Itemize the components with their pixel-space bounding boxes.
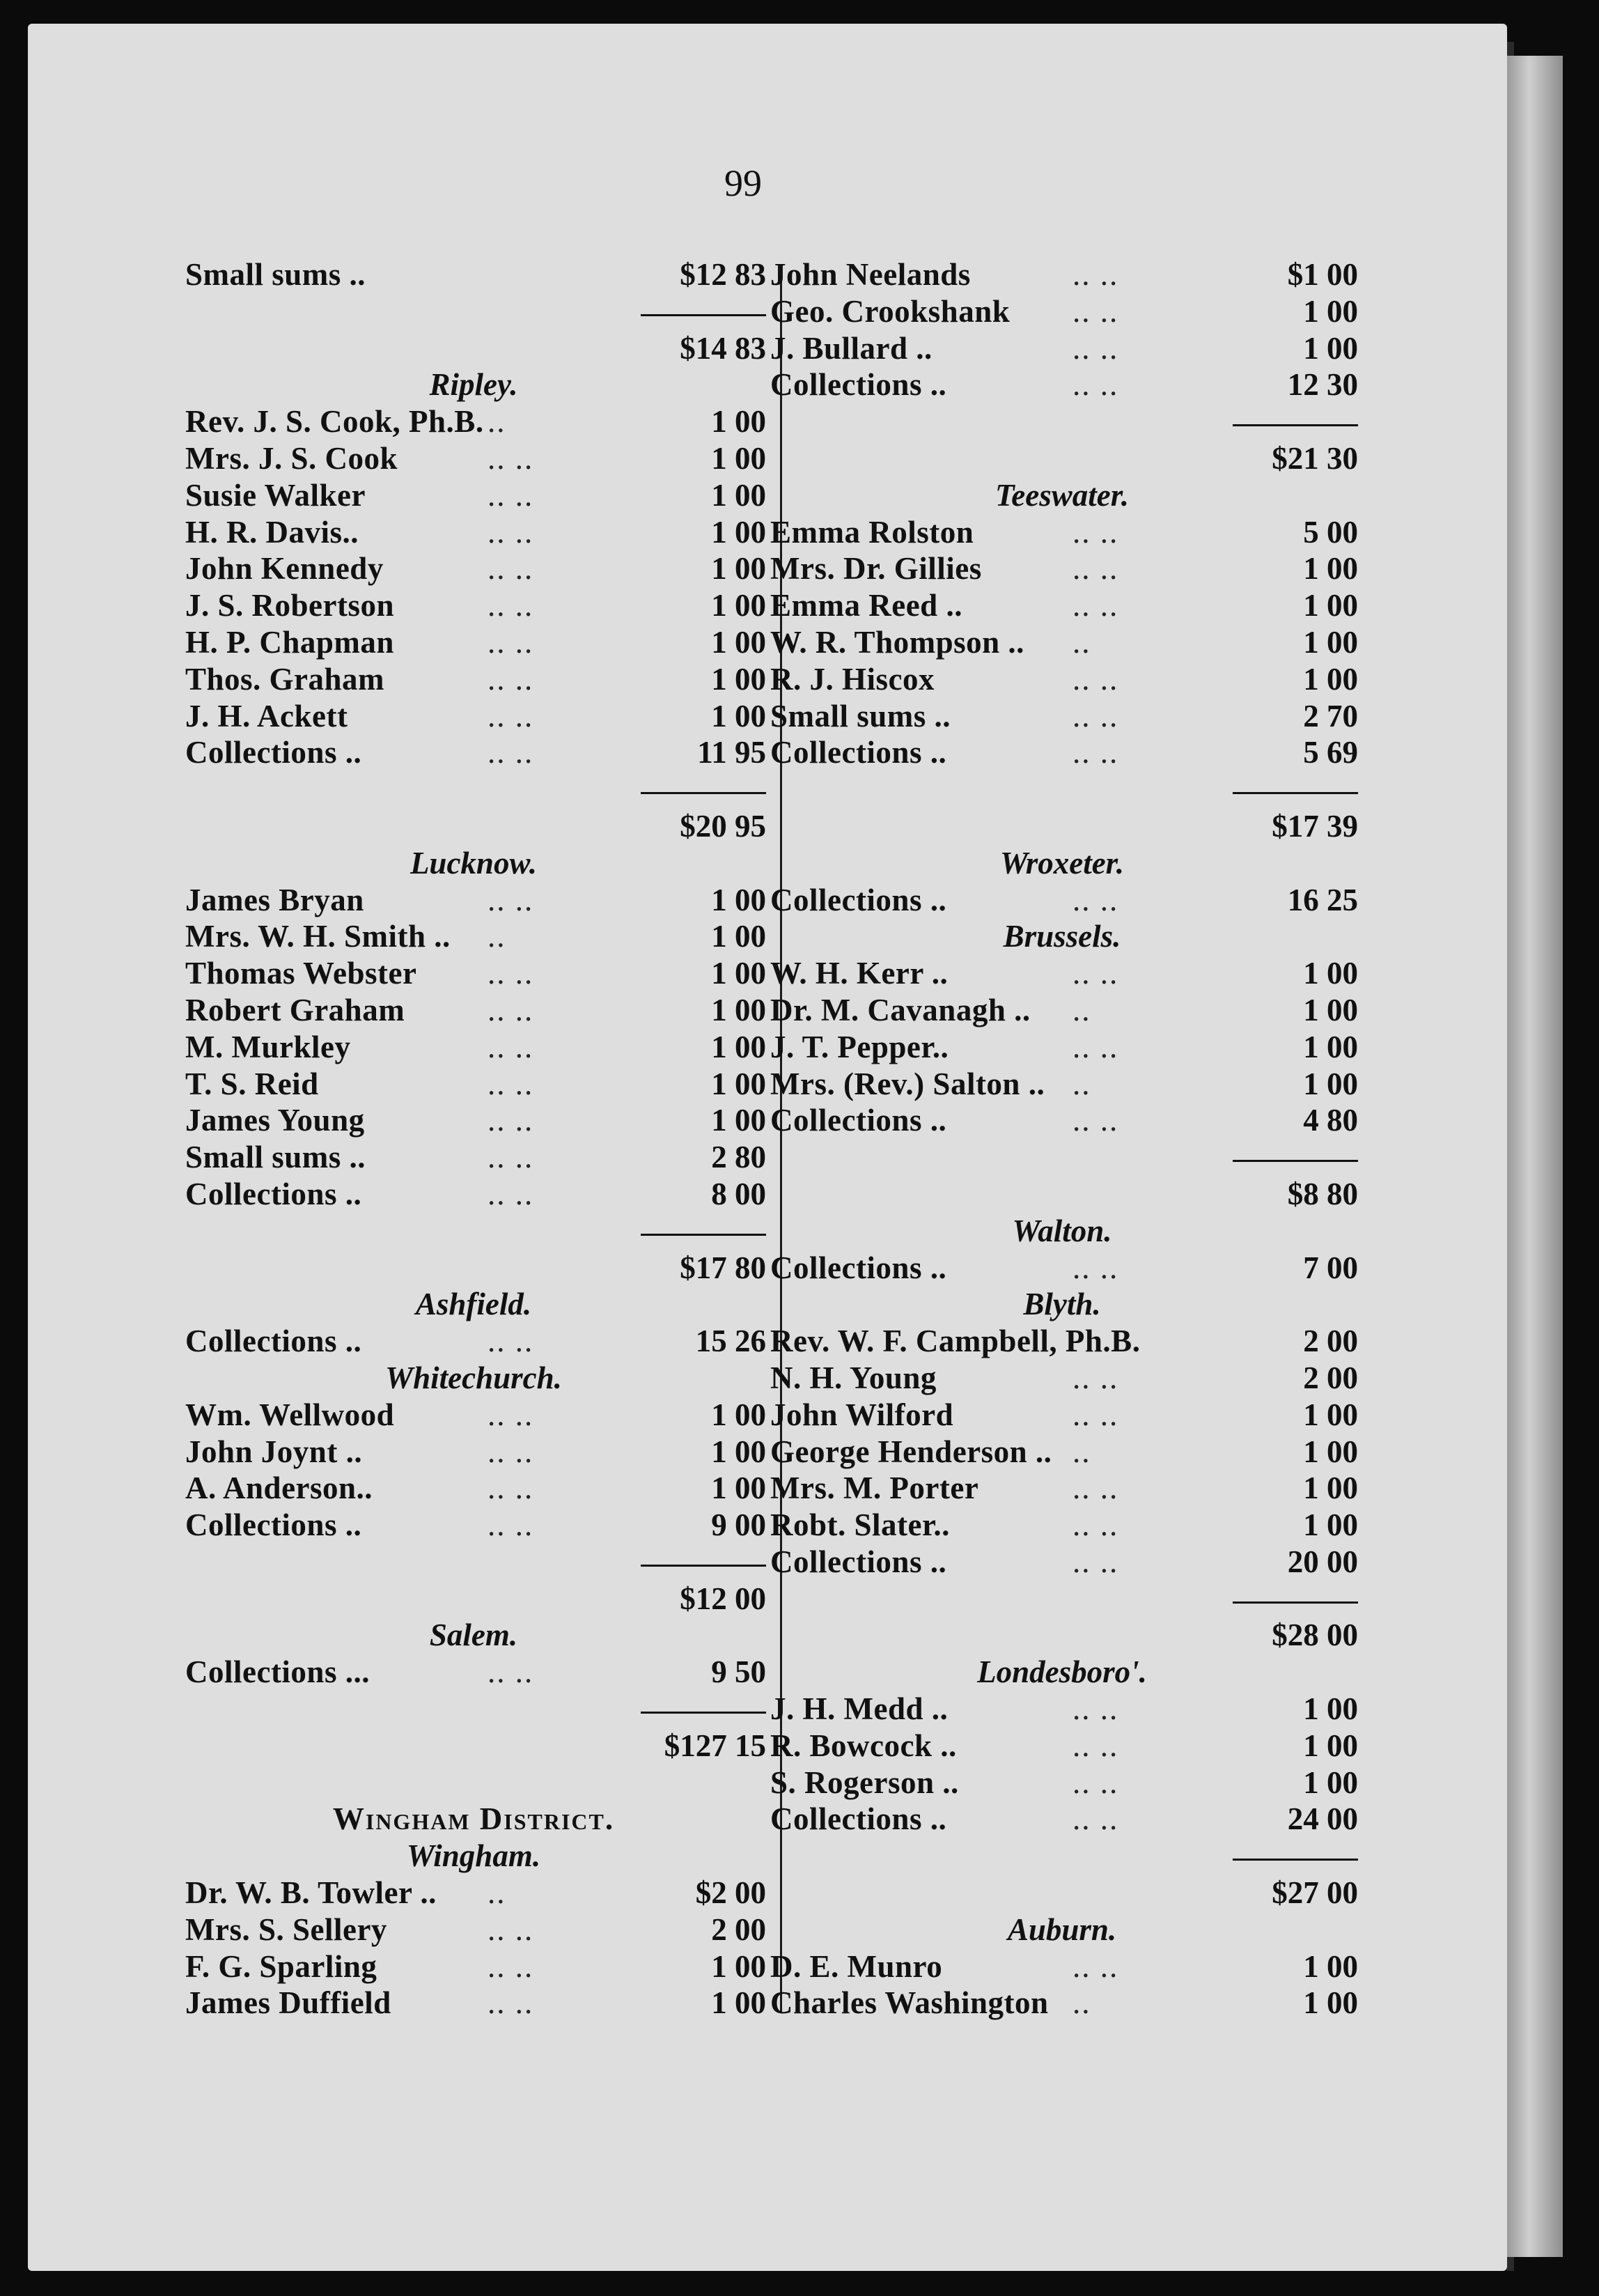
entry-name: John Wilford	[770, 1397, 954, 1432]
entry-name: John Joynt ..	[185, 1434, 363, 1469]
leader-dots: .. ..	[488, 551, 534, 587]
entry-amount: 5 69	[1303, 735, 1358, 770]
leader-dots: .. ..	[488, 1471, 534, 1506]
leader-dots: .. ..	[488, 1140, 534, 1175]
entry-amount: 1 00	[1303, 1434, 1358, 1469]
entry-amount: 1 00	[711, 1397, 766, 1432]
entry-name: Susie Walker	[185, 477, 366, 513]
entry-amount: 1 00	[1303, 992, 1358, 1027]
page-edge	[1507, 56, 1563, 2257]
entry-row	[766, 366, 1358, 403]
leader-dots: .. ..	[1072, 293, 1119, 329]
entry-amount: 1 00	[1303, 1507, 1358, 1543]
entry-row	[766, 734, 1358, 771]
leader-dots: .. ..	[1072, 661, 1119, 697]
entry-name: Wm. Wellwood	[185, 1397, 395, 1432]
leader-dots: .. ..	[1072, 257, 1119, 292]
section-heading: Wingham.	[406, 1838, 541, 1874]
entry-amount: 1 00	[1303, 1985, 1358, 2021]
entry-name: H. P. Chapman	[185, 624, 394, 660]
entry-row	[181, 1139, 766, 1176]
entry-amount: 1 00	[1303, 293, 1358, 329]
total-rule	[766, 771, 1358, 808]
entry-amount: 1 00	[711, 698, 766, 734]
leader-dots: .. ..	[1072, 735, 1119, 770]
entry-row	[181, 734, 766, 771]
entry-amount: 15 26	[695, 1324, 766, 1359]
total-amount: $28 00	[1272, 1618, 1358, 1653]
total-rule	[766, 403, 1358, 440]
leader-dots: .. ..	[488, 588, 534, 623]
total-rule	[181, 1691, 766, 1728]
total-amount: $127 15	[664, 1728, 766, 1763]
entry-row	[181, 256, 766, 293]
entry-name: J. Bullard ..	[770, 330, 933, 366]
entry-row	[181, 955, 766, 992]
leader-dots: .. ..	[488, 1103, 534, 1138]
entry-row	[766, 698, 1358, 735]
entry-name: M. Murkley	[185, 1029, 351, 1064]
entry-amount: 1 00	[711, 1434, 766, 1469]
entry-name: J. H. Medd ..	[770, 1691, 949, 1727]
entry-name: J. H. Ackett	[185, 698, 348, 734]
entry-row	[181, 918, 766, 955]
entry-amount: 1 00	[1303, 551, 1358, 587]
entry-row	[766, 1544, 1358, 1581]
total-rule	[181, 293, 766, 330]
entry-row	[766, 1691, 1358, 1728]
entry-amount: 1 00	[1303, 624, 1358, 660]
entry-row	[181, 1507, 766, 1544]
entry-name: John Neelands	[770, 257, 971, 292]
leader-dots: .. ..	[488, 1948, 534, 1984]
entry-row	[766, 1360, 1358, 1397]
entry-row	[181, 1434, 766, 1471]
entry-amount: 1 00	[1303, 588, 1358, 623]
leader-dots: ..	[488, 404, 506, 440]
total-rule	[766, 1581, 1358, 1618]
leader-dots: .. ..	[1072, 1691, 1119, 1727]
total-amount: $12 00	[680, 1581, 766, 1616]
leader-dots: .. ..	[488, 477, 534, 513]
entry-amount: 1 00	[711, 882, 766, 917]
entry-row	[181, 1654, 766, 1691]
entry-row	[766, 624, 1358, 661]
leader-dots: .. ..	[488, 1654, 534, 1690]
entry-row	[181, 698, 766, 735]
entry-name: Geo. Crookshank	[770, 293, 1011, 329]
entry-row	[181, 624, 766, 661]
leader-dots: .. ..	[1072, 588, 1119, 623]
leader-dots: .. ..	[1072, 1360, 1119, 1395]
entry-name: Mrs. (Rev.) Salton ..	[770, 1066, 1045, 1101]
entry-name: Collections ..	[770, 1250, 947, 1285]
entry-name: Dr. M. Cavanagh ..	[770, 992, 1031, 1027]
leader-dots: ..	[1072, 1985, 1091, 2021]
leader-dots: .. ..	[1072, 1728, 1119, 1763]
entry-amount: 1 00	[711, 1103, 766, 1138]
entry-name: Thomas Webster	[185, 956, 417, 991]
leader-dots: .. ..	[1072, 1397, 1119, 1432]
entry-row	[766, 1985, 1358, 2022]
entry-amount: 1 00	[711, 1066, 766, 1101]
entry-row	[766, 1948, 1358, 1985]
entry-name: Mrs. Dr. Gillies	[770, 551, 982, 587]
entry-name: John Kennedy	[185, 551, 384, 587]
entry-row	[766, 293, 1358, 330]
entry-row	[766, 1250, 1358, 1287]
total-rule	[766, 1838, 1358, 1875]
section-heading: Auburn.	[1007, 1911, 1117, 1947]
total-row	[181, 330, 766, 367]
leader-dots: .. ..	[488, 698, 534, 734]
entry-amount: 9 00	[711, 1507, 766, 1543]
entry-amount: 1 00	[1303, 1948, 1358, 1984]
leader-dots: ..	[1072, 1066, 1091, 1101]
entry-name: James Young	[185, 1103, 365, 1138]
entry-amount: 9 50	[711, 1654, 766, 1690]
entry-name: Charles Washington	[770, 1985, 1049, 2021]
total-amount: $27 00	[1272, 1875, 1358, 1911]
spacer	[181, 1764, 766, 1801]
entry-amount: 1 00	[711, 1948, 766, 1984]
leader-dots: .. ..	[1072, 1948, 1119, 1984]
leader-dots: ..	[488, 1875, 506, 1911]
entry-amount: 1 00	[1303, 1691, 1358, 1727]
total-rule	[181, 1544, 766, 1581]
entry-row	[181, 1102, 766, 1139]
entry-name: T. S. Reid	[185, 1066, 319, 1101]
entry-amount: 1 00	[711, 440, 766, 476]
entry-amount: 1 00	[1303, 956, 1358, 991]
entry-amount: 1 00	[711, 477, 766, 513]
section-heading: Londesboro'.	[977, 1654, 1147, 1690]
entry-amount: 24 00	[1287, 1801, 1358, 1837]
leader-dots: .. ..	[488, 1397, 534, 1432]
entry-amount: 1 00	[1303, 661, 1358, 697]
entry-name: Mrs. S. Sellery	[185, 1911, 387, 1947]
total-row	[766, 1176, 1358, 1213]
entry-amount: 1 00	[1303, 1029, 1358, 1064]
leader-dots: .. ..	[1072, 698, 1119, 734]
entry-row	[181, 1323, 766, 1360]
leader-dots: .. ..	[1072, 882, 1119, 917]
entry-row	[766, 882, 1358, 919]
entry-name: Collections ..	[770, 882, 947, 917]
leader-dots: ..	[1072, 992, 1091, 1027]
total-row	[181, 808, 766, 845]
entry-amount: 12 30	[1287, 367, 1358, 403]
leader-dots: .. ..	[1072, 551, 1119, 587]
entry-amount: 1 00	[711, 624, 766, 660]
entry-row	[766, 1029, 1358, 1066]
entry-amount: 1 00	[1303, 1728, 1358, 1763]
total-amount: $8 80	[1287, 1176, 1358, 1211]
entry-name: Dr. W. B. Towler ..	[185, 1875, 437, 1911]
entry-name: James Bryan	[185, 882, 364, 917]
entry-amount: 2 70	[1303, 698, 1358, 734]
entry-amount: 1 00	[711, 551, 766, 587]
entry-amount: 1 00	[1303, 330, 1358, 366]
entry-amount: 5 00	[1303, 514, 1358, 550]
page-number: 99	[724, 162, 762, 204]
leader-dots: .. ..	[488, 514, 534, 550]
entry-name: A. Anderson..	[185, 1471, 373, 1506]
entry-row	[766, 1102, 1358, 1139]
entry-row	[181, 440, 766, 477]
entry-row	[181, 1397, 766, 1434]
entry-name: Robert Graham	[185, 992, 405, 1027]
entry-name: D. E. Munro	[770, 1948, 943, 1984]
entry-row	[766, 1764, 1358, 1801]
entry-name: W. H. Kerr ..	[770, 956, 949, 991]
entry-row	[181, 403, 766, 440]
entry-amount: 4 80	[1303, 1103, 1358, 1138]
entry-amount: 2 80	[711, 1140, 766, 1175]
total-amount: $20 95	[680, 808, 766, 844]
entry-row	[181, 550, 766, 587]
entry-row	[766, 587, 1358, 624]
leader-dots: .. ..	[1072, 1250, 1119, 1285]
entry-row	[766, 1066, 1358, 1103]
total-rule	[766, 1139, 1358, 1176]
total-rule	[181, 771, 766, 808]
section-heading: Brussels.	[1003, 919, 1121, 954]
section-heading: Ripley.	[429, 367, 518, 403]
section-heading: Lucknow.	[410, 845, 538, 881]
entry-amount: 8 00	[711, 1176, 766, 1211]
entry-row	[766, 1434, 1358, 1471]
entry-name: Small sums ..	[185, 1140, 366, 1175]
district-heading: Wingham District.	[332, 1801, 615, 1837]
entry-name: J. T. Pepper..	[770, 1029, 949, 1064]
entry-name: Collections ..	[770, 1544, 947, 1579]
entry-amount: 2 00	[1303, 1324, 1358, 1359]
leader-dots: .. ..	[488, 882, 534, 917]
entry-amount: 1 00	[711, 956, 766, 991]
entry-name: R. J. Hiscox	[770, 661, 935, 697]
leader-dots: .. ..	[488, 1066, 534, 1101]
entry-name: Mrs. J. S. Cook	[185, 440, 398, 476]
entry-name: N. H. Young	[770, 1360, 937, 1395]
entry-row	[181, 1176, 766, 1213]
entry-amount: 16 25	[1287, 882, 1358, 917]
total-rule	[181, 1213, 766, 1250]
entry-row	[766, 1507, 1358, 1544]
entry-name: Collections ..	[185, 1324, 362, 1359]
entry-row	[181, 661, 766, 698]
leader-dots: .. ..	[488, 1911, 534, 1947]
entry-name: Rev. W. F. Campbell, Ph.B.	[770, 1324, 1141, 1359]
entry-row	[181, 992, 766, 1029]
entry-row	[766, 1470, 1358, 1507]
entry-amount: 1 00	[711, 992, 766, 1027]
entry-amount: 11 95	[697, 735, 766, 770]
leader-dots: .. ..	[1072, 1801, 1119, 1837]
leader-dots: .. ..	[488, 624, 534, 660]
entry-amount: 1 00	[711, 661, 766, 697]
entry-row	[766, 1801, 1358, 1838]
total-amount: $14 83	[680, 330, 766, 366]
entry-name: Robt. Slater..	[770, 1507, 950, 1543]
entry-name: F. G. Sparling	[185, 1948, 377, 1984]
entry-name: Collections ..	[185, 1507, 362, 1543]
leader-dots: .. ..	[1072, 1764, 1119, 1800]
entry-name: Collections ..	[185, 1176, 362, 1211]
leader-dots: .. ..	[1072, 1471, 1119, 1506]
entry-name: Collections ...	[185, 1654, 370, 1690]
total-amount: $17 39	[1272, 808, 1358, 844]
leader-dots: .. ..	[1072, 1103, 1119, 1138]
leader-dots: .. ..	[488, 735, 534, 770]
leader-dots: .. ..	[488, 956, 534, 991]
entry-name: Collections ..	[185, 735, 362, 770]
entry-amount: 2 00	[711, 1911, 766, 1947]
entry-amount: 1 00	[711, 588, 766, 623]
right-column	[766, 256, 1358, 2022]
entry-row	[181, 1948, 766, 1985]
entry-amount: $1 00	[1287, 257, 1358, 292]
leader-dots: .. ..	[1072, 1029, 1119, 1064]
entry-row	[766, 330, 1358, 367]
entry-row	[181, 882, 766, 919]
entry-amount: 1 00	[711, 1471, 766, 1506]
total-row	[766, 440, 1358, 477]
entry-name: Emma Rolston	[770, 514, 974, 550]
left-column	[181, 256, 766, 2022]
entry-name: Collections ..	[770, 1801, 947, 1837]
entry-name: Collections ..	[770, 1103, 947, 1138]
entry-amount: $12 83	[680, 257, 766, 292]
entry-amount: $2 00	[695, 1875, 766, 1911]
entry-row	[766, 550, 1358, 587]
entry-name: Rev. J. S. Cook, Ph.B.	[185, 404, 484, 440]
entry-amount: 1 00	[1303, 1471, 1358, 1506]
leader-dots: .. ..	[1072, 1507, 1119, 1543]
entry-row	[766, 955, 1358, 992]
leader-dots: .. ..	[488, 1029, 534, 1064]
section-heading: Salem.	[429, 1618, 518, 1653]
leader-dots: .. ..	[488, 440, 534, 476]
entry-amount: 7 00	[1303, 1250, 1358, 1285]
entry-amount: 1 00	[711, 1985, 766, 2021]
entry-row	[181, 1470, 766, 1507]
total-amount: $21 30	[1272, 440, 1358, 476]
entry-name: James Duffield	[185, 1985, 391, 2021]
entry-row	[181, 1875, 766, 1911]
leader-dots: ..	[1072, 1434, 1091, 1469]
total-row	[766, 808, 1358, 845]
leader-dots: .. ..	[488, 1507, 534, 1543]
entry-amount: 1 00	[1303, 1066, 1358, 1101]
section-heading: Ashfield.	[415, 1287, 532, 1322]
entry-amount: 1 00	[711, 1029, 766, 1064]
leader-dots: .. ..	[1072, 1544, 1119, 1579]
leader-dots: .. ..	[1072, 514, 1119, 550]
leader-dots: .. ..	[488, 1985, 534, 2021]
leader-dots: .. ..	[488, 661, 534, 697]
total-row	[766, 1875, 1358, 1911]
entry-row	[766, 1323, 1358, 1360]
entry-row	[181, 514, 766, 551]
entry-name: J. S. Robertson	[185, 588, 395, 623]
leader-dots: .. ..	[1072, 330, 1119, 366]
entry-row	[181, 1066, 766, 1103]
entry-row	[181, 587, 766, 624]
entry-name: S. Rogerson ..	[770, 1764, 959, 1800]
total-amount: $17 80	[680, 1250, 766, 1285]
total-row	[181, 1581, 766, 1618]
entry-amount: 1 00	[711, 514, 766, 550]
entry-row	[766, 256, 1358, 293]
leader-dots: .. ..	[1072, 956, 1119, 991]
section-heading: Wroxeter.	[1000, 845, 1124, 881]
total-row	[766, 1617, 1358, 1654]
entry-name: R. Bowcock ..	[770, 1728, 957, 1763]
entry-amount: 1 00	[711, 919, 766, 954]
entry-name: Thos. Graham	[185, 661, 385, 697]
section-heading: Walton.	[1012, 1213, 1112, 1248]
leader-dots: .. ..	[488, 1176, 534, 1211]
entry-name: H. R. Davis..	[185, 514, 359, 550]
leader-dots: ..	[1072, 624, 1091, 660]
entry-name: Mrs. M. Porter	[770, 1471, 979, 1506]
entry-amount: 20 00	[1287, 1544, 1358, 1579]
entry-name: George Henderson ..	[770, 1434, 1052, 1469]
section-heading: Blyth.	[1023, 1287, 1101, 1322]
section-heading: Teeswater.	[994, 477, 1130, 513]
leader-dots: .. ..	[488, 1324, 534, 1359]
entry-name: Emma Reed ..	[770, 588, 962, 623]
total-row	[181, 1250, 766, 1287]
entry-amount: 2 00	[1303, 1360, 1358, 1395]
entry-name: Small sums ..	[185, 257, 366, 292]
entry-name: W. R. Thompson ..	[770, 624, 1024, 660]
entry-row	[181, 1985, 766, 2022]
entry-name: Small sums ..	[770, 698, 951, 734]
entry-amount: 1 00	[1303, 1397, 1358, 1432]
entry-row	[766, 1397, 1358, 1434]
entry-row	[766, 1728, 1358, 1764]
entry-row	[766, 514, 1358, 551]
leader-dots: .. ..	[1072, 367, 1119, 403]
entry-name: Collections ..	[770, 367, 947, 403]
entry-amount: 1 00	[1303, 1764, 1358, 1800]
entry-row	[766, 661, 1358, 698]
entry-name: Collections ..	[770, 735, 947, 770]
leader-dots: ..	[488, 919, 506, 954]
leader-dots: .. ..	[488, 1434, 534, 1469]
section-heading: Whitechurch.	[385, 1360, 562, 1395]
entry-row	[181, 1029, 766, 1066]
leader-dots: .. ..	[488, 992, 534, 1027]
total-row	[181, 1728, 766, 1764]
entry-row	[181, 1911, 766, 1948]
entry-row	[181, 477, 766, 514]
entry-amount: 1 00	[711, 404, 766, 440]
entry-name: Mrs. W. H. Smith ..	[185, 919, 451, 954]
entry-row	[766, 992, 1358, 1029]
